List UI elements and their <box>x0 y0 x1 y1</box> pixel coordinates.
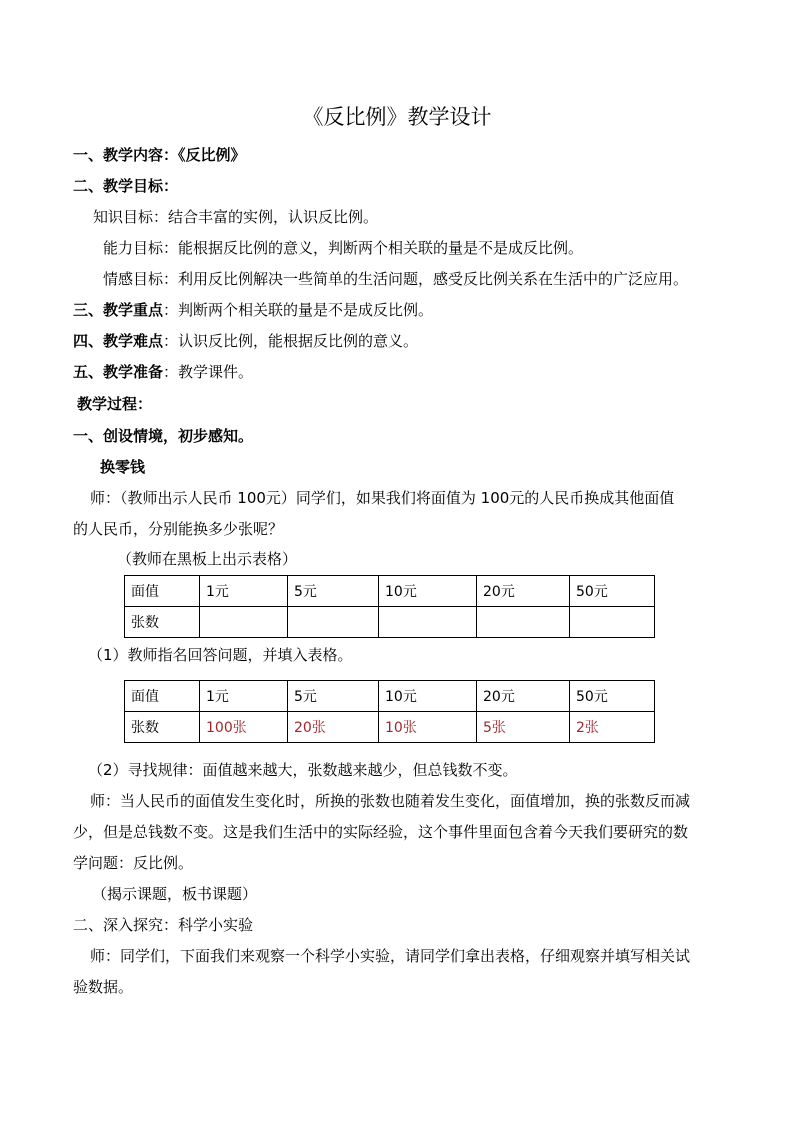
section-goals: 二、教学目标： <box>73 177 179 195</box>
section-content <box>73 145 246 165</box>
reveal-topic: （揭示课题，板书课题） <box>92 885 258 903</box>
question-2: （2）寻找规律：面值越来越大，张数越来越少，但总钱数不变。 <box>88 761 518 779</box>
table-cell: 5元 <box>288 681 379 712</box>
section-prep-value: ：教学课件。 <box>163 363 254 381</box>
section-prep <box>73 362 253 382</box>
teacher2-line3: 学问题：反比例。 <box>73 854 194 872</box>
step1-subheading: 换零钱 <box>100 458 146 476</box>
table-row <box>125 712 655 743</box>
table-cell: 50元 <box>570 576 655 607</box>
table-cell <box>570 607 655 638</box>
answer-cell: 5张 <box>477 712 570 743</box>
table-cell <box>200 607 288 638</box>
denomination-table-blank <box>124 575 655 638</box>
teacher3-line2: 验数据。 <box>73 978 134 996</box>
goal-ability: 能力目标：能根据反比例的意义，判断两个相关联的量是不是成反比例。 <box>103 239 584 257</box>
teacher3-line1: 师：同学们，下面我们来观察一个科学小实验，请同学们拿出表格，仔细观察并填写相关试 <box>90 947 691 965</box>
answer-cell: 10张 <box>379 712 477 743</box>
answer-cell: 20张 <box>288 712 379 743</box>
section-key-label: 三、教学重点 <box>73 301 164 319</box>
section-difficulty <box>73 331 418 351</box>
table-row <box>125 576 655 607</box>
table-cell <box>477 607 570 638</box>
section-key-value: ：判断两个相关联的量是不是成反比例。 <box>163 301 434 319</box>
section-difficulty-value: ：认识反比例，能根据反比例的意义。 <box>163 332 419 350</box>
answer-cell: 2张 <box>570 712 655 743</box>
teacher2-line2: 少，但是总钱数不变。这是我们生活中的实际经验，这个事件里面包含着今天我们要研究的数 <box>73 823 689 841</box>
section-key <box>73 300 433 320</box>
table-cell <box>288 607 379 638</box>
section-content-label: 一、教学内容： <box>73 146 179 164</box>
table-row <box>125 607 655 638</box>
teacher1-line1: 师：（教师出示人民币 100元）同学们，如果我们将面值为 100元的人民币换成其他面值 <box>90 489 675 507</box>
table-cell: 50元 <box>570 681 655 712</box>
step1-heading: 一、创设情境，初步感知。 <box>73 427 254 445</box>
denomination-table-filled <box>124 680 655 743</box>
step2-heading: 二、深入探究：科学小实验 <box>73 916 254 934</box>
question-1: （1）教师指名回答问题，并填入表格。 <box>88 646 353 664</box>
table-cell: 1元 <box>200 576 288 607</box>
section-prep-label: 五、教学准备 <box>73 363 164 381</box>
goal-knowledge: 知识目标：结合丰富的实例，认识反比例。 <box>93 208 379 226</box>
process-heading: 教学过程： <box>77 395 153 413</box>
table-cell: 20元 <box>477 681 570 712</box>
table-cell: 张数 <box>125 607 200 638</box>
table-cell: 面值 <box>125 681 200 712</box>
table-cell: 张数 <box>125 712 200 743</box>
section-difficulty-label: 四、教学难点 <box>73 332 164 350</box>
answer-cell: 100张 <box>200 712 288 743</box>
table-cell: 1元 <box>200 681 288 712</box>
section-content-value: 《反比例》 <box>178 146 246 164</box>
table-cell: 20元 <box>477 576 570 607</box>
table-cell: 10元 <box>379 681 477 712</box>
teacher2-line1: 师：当人民币的面值发生变化时，所换的张数也随着发生变化，面值增加，换的张数反而减 <box>90 792 691 810</box>
table-cell: 5元 <box>288 576 379 607</box>
teacher1-line2: 的人民币，分别能换多少张呢？ <box>73 520 284 538</box>
goal-emotion: 情感目标：利用反比例解决一些简单的生活问题，感受反比例关系在生活中的广泛应用。 <box>103 270 689 288</box>
table-cell: 面值 <box>125 576 200 607</box>
page-title: 《反比例》教学设计 <box>302 105 492 129</box>
table-cell <box>379 607 477 638</box>
table-cell: 10元 <box>379 576 477 607</box>
table-note: （教师在黑板上出示表格） <box>117 550 298 568</box>
table-row <box>125 681 655 712</box>
